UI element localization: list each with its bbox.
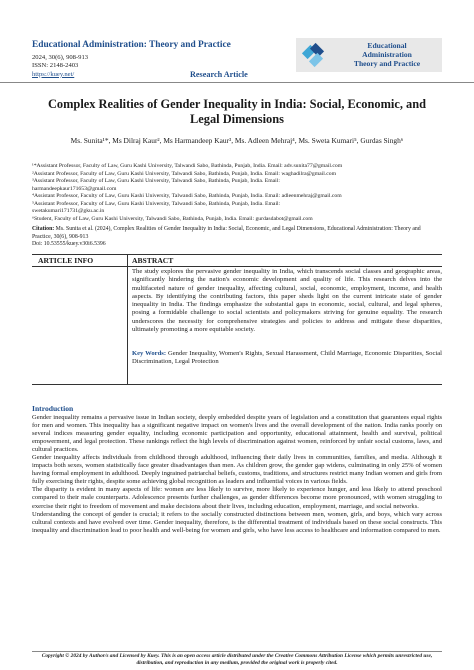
- citation-label: Citation:: [32, 226, 55, 232]
- abstract-text: The study explores the pervasive gender inequality in India, which transcends social classes and geographic areas, significantly hindering the nation's economic development and quality of life. This research delves into the multifaceted nature of gender inequality, affecting cultural, social, economic, employment, income, and health aspects. By identifying the contributing factors, this paper sheds light on the current intricate state of gender inequality in India. The findings emphasize the substantial gaps in economic, social, cultural, and legal spheres, posing a formidable challenge to social scientists and policymakers striving for genuine equality. The research underscores the necessity for comprehensive strategies and policies to address and mitigate these disparities, ultimately promoting a more equitable society.: [132, 268, 442, 334]
- abstract-box-bottom-rule: [32, 384, 442, 385]
- body-paragraph: The disparity is evident in many aspects of life: women are less likely to survive, more likely to experience hunger, and less likely to attend preschool compared to their male counterparts. Adolescence presents further challenges, as gender differences become more pronounced, with women struggling to exercise their right to freedom of movement and make decisions about their lives, including education, employment, marriage, and social networks.: [32, 486, 442, 510]
- introduction-heading: Introduction: [32, 404, 74, 413]
- keywords-text: Gender Inequality, Women's Rights, Sexual Harassment, Child Marriage, Economic Disparities, Social Discrimination, Legal Protection: [132, 350, 442, 366]
- article-info-heading: ARTICLE INFO: [38, 256, 94, 265]
- body-paragraph: Gender inequality remains a pervasive issue in Indian society, deeply embedded despite years of legislation and a constitution that guarantees equal rights for men and women. This inequality has a significant negative impact on women's lives and the overall development of the nation. India ranks poorly on several indices measuring gender equality, including economic participation and opportunity, educational attainment, health and survival, political empowerment, and legal protection. These rankings reflect the high levels of discrimination against women, reinforced by unfair social customs, laws, and cultural practices.: [32, 414, 442, 454]
- affiliation-line: swetakumari171731@gku.ac.in: [32, 208, 105, 214]
- affiliation-line: harmandeepkaur171653@gmail.com: [32, 185, 117, 192]
- affiliations: [32, 163, 442, 223]
- abstract-column-divider: [127, 254, 128, 385]
- article-type: Research Article: [190, 70, 248, 79]
- affiliation-line: ¹*Assistant Professor, Faculty of Law, Guru Kashi University, Talwandi Sabo, Bathinda, Punjab, India. Email: adv.sunita77@gmail.com: [32, 163, 343, 169]
- author-list: Ms. Sunita¹*, Ms Dilraj Kaur², Ms Harmandeep Kaur³, Ms. Adleen Mehraj⁴, Ms. Sweta Kumari⁵, Gurdas Singh⁶: [70, 136, 404, 145]
- issn: ISSN: 2148-2403: [32, 62, 79, 70]
- body-paragraph: Gender inequality affects individuals from childhood through adulthood, influencing their daily lives in communities, families, and media. Although it impacts both sexes, women statistically face greater disadvantages than men. As children grow, the gender gap widens, culminating in only 25% of women having formal employment in adulthood. Deeply ingrained patriarchal beliefs, customs, traditions, and structures restrict many Indian women and girls from fully exercising their rights, despite some achieving global recognition as leaders and influential voices in various fields.: [32, 454, 442, 486]
- citation-block: [32, 226, 442, 249]
- keywords: [132, 350, 442, 367]
- doi: Doi: 10.53555/kuey.v30i6.5396: [32, 241, 106, 248]
- abstract-heading: ABSTRACT: [132, 256, 174, 265]
- journal-url-link[interactable]: https://kuey.net/: [32, 70, 75, 78]
- journal-logo: [296, 38, 442, 72]
- citation-text: Ms. Sunita et al. (2024), Complex Realities of Gender Inequality in India: Social, Economic, and Legal Dimensions, Educational Administration: Theory and Practice, 30(6), 908-913: [32, 226, 421, 240]
- paper-title: Complex Realities of Gender Inequality in India: Social, Economic, and Legal Dimensions: [47, 97, 427, 126]
- affiliation-line: ⁵Assistant Professor, Faculty of Law, Guru Kashi University, Talwandi Sabo, Bathinda, Punjab, India. Email:: [32, 200, 281, 207]
- affiliation-line: ²Assistant Professor, Faculty of Law, Guru Kashi University, Talwandi Sabo, Bathinda, Punjab, India. Email: waghadilra@gmail.com: [32, 170, 337, 177]
- footer-divider: [32, 651, 442, 652]
- body-paragraph: Understanding the concept of gender is crucial; it refers to the socially constructed distinctions between men, women, girls, and boys, which vary across cultural contexts and have evolved over time. Gender inequality, therefore, is the differential treatment of individuals based on these social constructs. This inequality and discrimination lead to poor health and well-being for women and girls, who have less access to healthcare and information compared to men.: [32, 510, 442, 534]
- affiliation-line: ³Assistant Professor, Faculty of Law, Guru Kashi University, Talwandi Sabo, Bathinda, Punjab, India. Email:: [32, 178, 280, 184]
- copyright-footer: Copyright © 2024 by Author/s and Licensed by Kuey. This is an open access article distributed under the Creative Commons Attribution License which permits unrestricted use, distribution, and reproduction in any medium, provided the original work is properly cited.: [41, 653, 433, 666]
- affiliation-line: ⁴Assistant Professor, Faculty of Law, Guru Kashi University, Talwandi Sabo, Bathinda, Punjab, India. Email: adleenmehraj@gmail.com: [32, 193, 342, 199]
- abstract-box-top-rule: [32, 254, 442, 255]
- journal-name: Educational Administration: Theory and Practice: [32, 40, 231, 50]
- header-divider: [0, 82, 474, 83]
- keywords-label: Key Words:: [132, 350, 167, 357]
- affiliation-line: ⁶Student, Faculty of Law, Guru Kashi University, Talwandi Sabo, Bathinda, Punjab, India. Email: gurdasdabot@gmail.com: [32, 215, 313, 222]
- logo-text: Educational Administration Theory and Practice: [353, 41, 421, 69]
- journal-logo-icon: [301, 42, 331, 68]
- journal-meta: [32, 54, 88, 79]
- introduction-body: [32, 414, 442, 535]
- abstract-header-rule: [32, 266, 442, 267]
- volume-pages: 2024, 30(6), 908-913: [32, 54, 89, 61]
